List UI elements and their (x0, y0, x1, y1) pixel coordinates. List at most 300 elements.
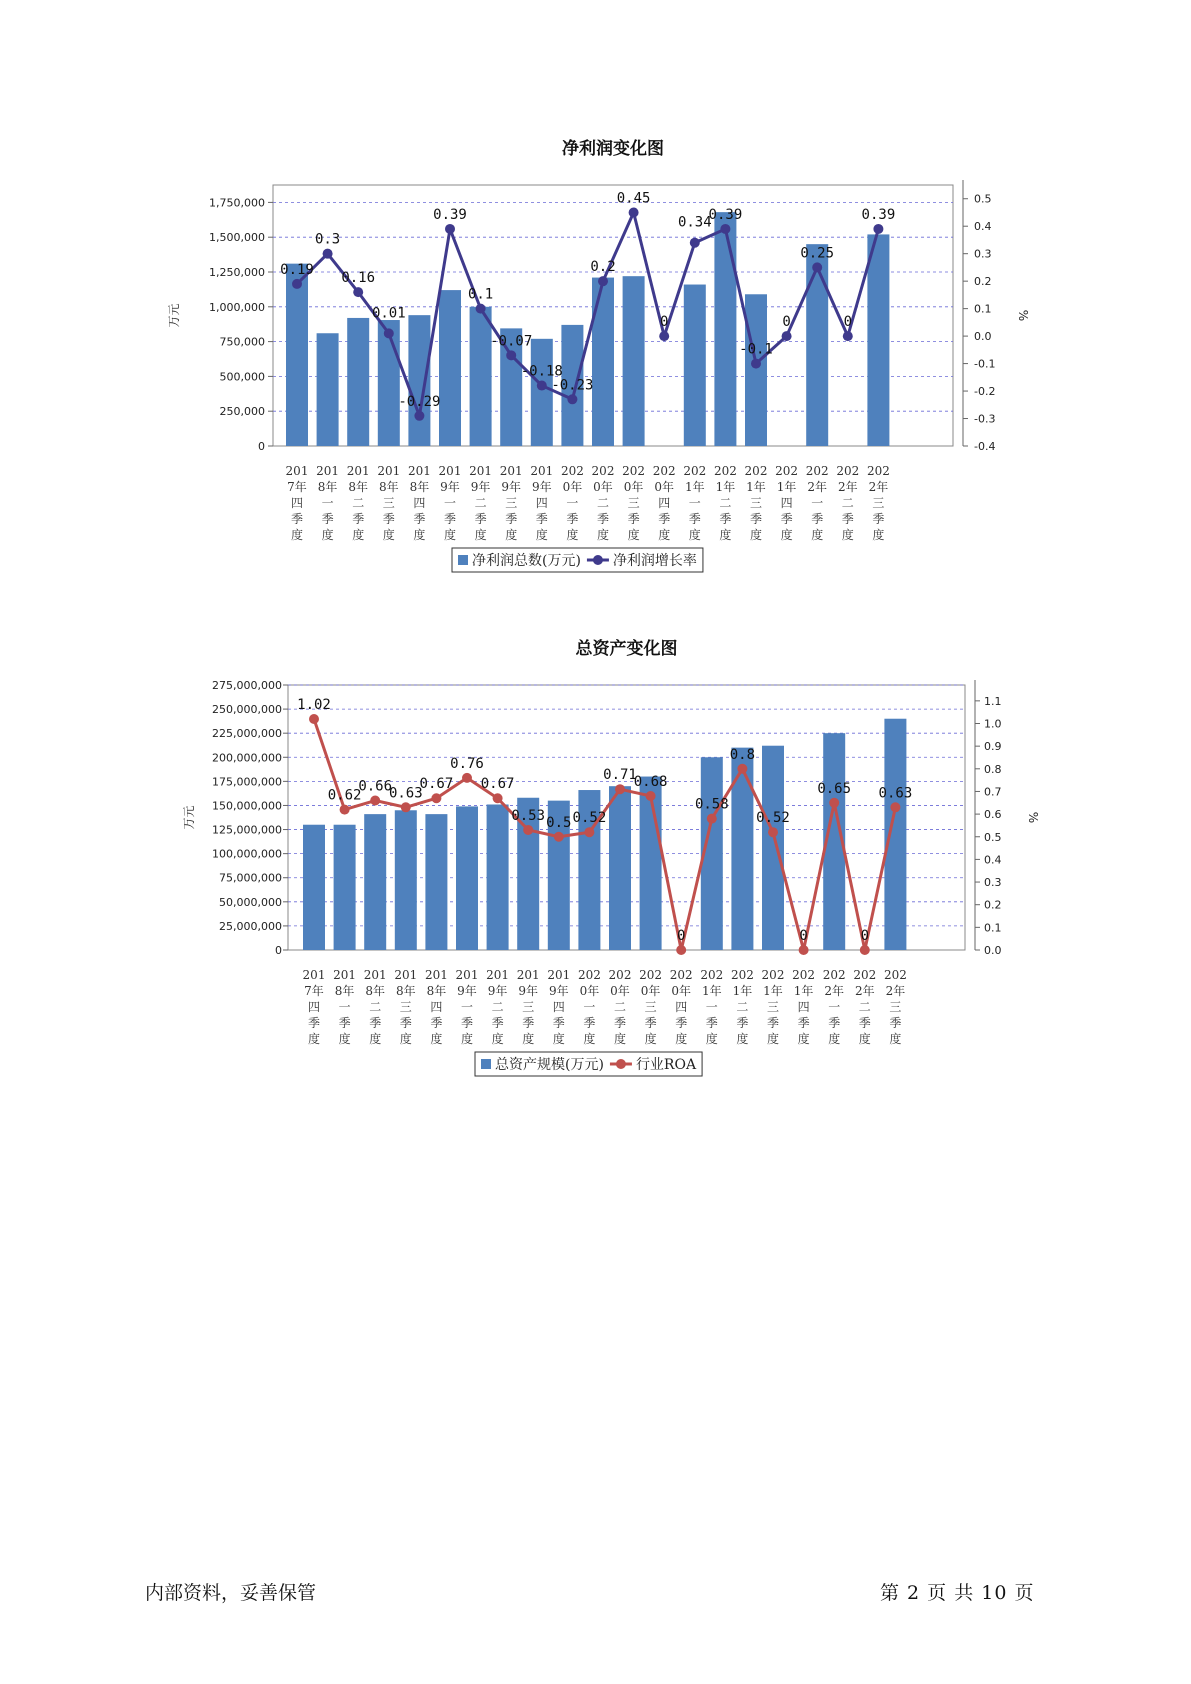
bar (729, 746, 756, 950)
legend-bar-swatch (458, 555, 468, 565)
category-label-part: 0年 (640, 984, 661, 998)
category-label-part: 202 (652, 464, 676, 478)
data-label: 0.25 (800, 245, 835, 262)
right-tick-label: 1.0 (984, 717, 1002, 731)
category-label-part: 2年 (824, 984, 845, 998)
category-label-part: 1年 (763, 984, 783, 998)
data-label: -0.23 (551, 377, 594, 394)
category-label-part: 202 (744, 464, 768, 478)
category-label-part: 一 (583, 1000, 596, 1014)
category-label-part: 度 (658, 528, 671, 542)
bar (395, 810, 417, 950)
category-label-part: 季 (872, 512, 885, 526)
category-label-part: 202 (775, 464, 799, 478)
category-label-part: 度 (736, 1032, 749, 1046)
line-point (676, 945, 686, 955)
category-label-part: 0年 (562, 480, 583, 494)
left-axis-label: 万元 (167, 303, 181, 328)
line-point (431, 793, 441, 803)
data-label: 0.71 (603, 767, 637, 784)
category-label-part: 季 (474, 512, 487, 526)
category-label-part: 度 (749, 528, 763, 542)
category-label-part: 202 (622, 464, 646, 478)
data-label: 0.62 (327, 787, 362, 804)
left-tick-label: 225,000,000 (212, 727, 282, 741)
category-label-part: 202 (822, 968, 846, 982)
category-label-part: 一 (828, 1000, 841, 1014)
category-label-part: 度 (413, 528, 426, 542)
category-label-part: 二 (369, 1000, 382, 1014)
category-label (700, 968, 723, 1046)
left-tick-label: 150,000,000 (212, 799, 282, 813)
bar (439, 290, 461, 446)
category-label-part: 度 (552, 1032, 565, 1046)
bar (806, 244, 828, 446)
line-point (598, 276, 608, 286)
category-label-part: 0年 (671, 984, 692, 998)
category-label-part: 二 (596, 496, 610, 510)
right-tick-label: -0.1 (974, 357, 996, 371)
data-label: 0.5 (546, 814, 572, 831)
category-label-part: 度 (811, 528, 824, 542)
data-label: 0.68 (633, 773, 668, 790)
line-point (843, 331, 853, 341)
category-label (333, 968, 356, 1046)
category-label-part: 1年 (684, 480, 705, 494)
line-point (829, 798, 839, 808)
data-label: 1.02 (297, 696, 331, 713)
category-label-part: 1年 (701, 984, 722, 998)
category-label (683, 464, 706, 542)
category-label-part: 三 (627, 496, 640, 510)
category-label-part: 三 (644, 1000, 657, 1014)
line-point (812, 262, 822, 272)
category-label-part: 2年 (885, 984, 906, 998)
category-label-part: 二 (613, 1000, 627, 1014)
category-label-part: 201 (394, 968, 418, 982)
data-label: 0.39 (433, 206, 467, 223)
category-label-part: 季 (766, 1016, 780, 1030)
data-label: -0.18 (520, 363, 563, 380)
right-tick-label: 0.2 (974, 275, 992, 289)
category-label (456, 968, 479, 1046)
line-point (340, 805, 350, 815)
category-label-part: 季 (780, 512, 793, 526)
category-label-part: 季 (369, 1016, 382, 1030)
category-label-part: 202 (669, 968, 693, 982)
category-label-part: 201 (486, 968, 510, 982)
category-label-part: 四 (307, 1000, 321, 1014)
category-label-part: 四 (413, 496, 426, 510)
category-label-part: 度 (338, 1032, 351, 1046)
category-label-part: 201 (333, 968, 357, 982)
bar (378, 320, 400, 446)
bar (745, 294, 767, 446)
category-label-part: 度 (290, 528, 304, 542)
data-label: 0 (860, 928, 870, 944)
bar (487, 804, 509, 950)
category-label-part: 季 (321, 512, 334, 526)
data-label: 0.19 (280, 261, 314, 278)
line-point (462, 773, 472, 783)
category-label (745, 464, 768, 542)
bar (684, 285, 706, 446)
category-label-part: 202 (683, 464, 707, 478)
category-label-part: 度 (596, 528, 610, 542)
right-axis-label: % (1016, 309, 1030, 322)
category-label (303, 968, 326, 1046)
category-label-part: 1年 (793, 984, 814, 998)
line-point (309, 714, 319, 724)
category-label-part: 0年 (654, 480, 675, 494)
category-label-part: 度 (841, 528, 854, 542)
line-point (384, 328, 394, 338)
right-tick-label: 0.0 (974, 330, 992, 344)
category-label-part: 8年 (426, 984, 447, 998)
category-label-part: 季 (307, 1016, 321, 1030)
category-label-part: 9年 (548, 984, 569, 998)
category-label (547, 968, 570, 1046)
category-label-part: 8年 (334, 984, 355, 998)
category-label-part: 一 (443, 496, 457, 510)
category-label-part: 季 (658, 512, 671, 526)
line-point (646, 791, 656, 801)
left-tick-label: 1,250,000 (209, 266, 265, 279)
category-label-part: 度 (352, 528, 365, 542)
data-label: 0 (843, 314, 853, 331)
category-label-part: 季 (841, 512, 854, 526)
left-tick-label: 75,000,000 (219, 871, 282, 885)
category-label (425, 968, 448, 1046)
line-point (414, 411, 424, 421)
category-label-part: 三 (872, 496, 885, 510)
left-tick-label: 1,000,000 (209, 300, 265, 314)
bar (623, 276, 645, 446)
category-label-part: 季 (352, 512, 365, 526)
line-point (782, 331, 792, 341)
category-label-part: 度 (872, 528, 885, 542)
category-label-part: 0年 (579, 984, 600, 998)
legend-line-label: 净利润增长率 (612, 553, 697, 569)
category-label-part: 1年 (715, 480, 736, 494)
category-label-part: 季 (736, 1016, 749, 1030)
category-label-part: 四 (658, 496, 671, 510)
category-label (364, 968, 387, 1046)
category-label (823, 968, 846, 1046)
bar (334, 825, 356, 950)
line-point (751, 359, 761, 369)
category-label-part: 1年 (732, 984, 753, 998)
category-label-part: 度 (460, 1032, 474, 1046)
line-point (523, 825, 533, 835)
line-point (690, 238, 700, 248)
category-label (714, 464, 737, 542)
category-label-part: 季 (535, 512, 548, 526)
data-label: 0.45 (616, 190, 651, 207)
chart-title: 总资产变化图 (575, 639, 678, 659)
category-label-part: 度 (828, 1032, 841, 1046)
category-label-part: 一 (811, 496, 824, 510)
legend-bar-swatch (481, 1059, 491, 1069)
category-label-part: 四 (290, 496, 304, 510)
line-point (323, 249, 333, 259)
right-tick-label: 1.1 (984, 694, 1002, 708)
category-label (762, 968, 785, 1046)
category-label-part: 三 (505, 496, 518, 510)
category-label-part: 二 (858, 1000, 871, 1014)
category-label-part: 一 (566, 496, 579, 510)
bar (456, 806, 478, 950)
left-tick-label: 1,500,000 (209, 231, 265, 245)
left-tick-label: 100,000,000 (212, 847, 282, 861)
bar (317, 333, 339, 446)
bar (714, 212, 736, 446)
category-label-part: 季 (399, 1016, 412, 1030)
category-label-part: 季 (627, 512, 640, 526)
legend (475, 1052, 702, 1076)
category-label-part: 201 (363, 968, 387, 982)
data-label: 0.16 (341, 270, 376, 287)
bar (364, 814, 386, 950)
data-label: 0.63 (878, 785, 913, 802)
data-label: 0.52 (756, 810, 790, 827)
category-label (578, 968, 601, 1046)
data-label: 0.3 (314, 231, 341, 248)
category-label-part: 季 (413, 512, 426, 526)
category-label-part: 201 (547, 968, 571, 982)
category-label-part: 9年 (501, 480, 522, 494)
category-label (622, 464, 645, 542)
data-label: 0.67 (419, 776, 454, 793)
left-tick-label: 175,000,000 (212, 775, 282, 789)
line-point (401, 802, 411, 812)
category-label-part: 四 (430, 1000, 443, 1014)
data-label: 0.67 (480, 776, 515, 793)
category-label-part: 201 (516, 968, 540, 982)
data-label: 0 (659, 314, 669, 331)
line-point (567, 394, 577, 404)
category-label-part: 三 (522, 1000, 535, 1014)
data-label: 0.52 (572, 810, 607, 827)
legend-bar-label: 净利润总数(万元) (472, 553, 581, 569)
right-tick-label: 0.8 (984, 762, 1002, 776)
category-label-part: 度 (688, 528, 701, 542)
category-label-part: 度 (719, 528, 732, 542)
category-label-part: 度 (443, 528, 457, 542)
legend-line-marker (593, 555, 603, 565)
left-tick-label: 125,000,000 (212, 823, 282, 837)
category-label-part: 三 (382, 496, 395, 510)
category-label-part: 度 (430, 1032, 443, 1046)
data-label: 0 (676, 928, 686, 944)
left-axis-label: 万元 (182, 805, 196, 830)
bar (425, 814, 447, 950)
category-label-part: 1年 (776, 480, 797, 494)
category-label-part: 2年 (837, 480, 858, 494)
category-label-part: 2年 (868, 480, 889, 494)
bar (592, 278, 614, 446)
data-label: 0.58 (694, 796, 729, 813)
left-tick-label: 750,000 (219, 335, 265, 349)
category-label (775, 464, 798, 542)
category-label-part: 季 (719, 512, 732, 526)
chart-title: 净利润变化图 (562, 139, 664, 159)
total-assets-chart (0, 630, 1191, 1100)
right-tick-label: -0.4 (974, 440, 996, 453)
bar (347, 318, 369, 446)
left-tick-label: 1,750,000 (209, 196, 265, 210)
category-label-part: 度 (766, 1032, 780, 1046)
line-point (554, 832, 564, 842)
category-label-part: 四 (535, 496, 548, 510)
left-tick-label: 25,000,000 (219, 919, 282, 933)
category-label (394, 968, 417, 1046)
category-label (592, 464, 615, 542)
line-point (493, 793, 503, 803)
legend-line-label: 行业ROA (635, 1057, 697, 1073)
left-tick-label: 500,000 (219, 370, 265, 384)
category-label-part: 度 (505, 528, 518, 542)
line-point (445, 224, 455, 234)
category-label-part: 201 (469, 464, 493, 478)
category-label-part: 一 (338, 1000, 351, 1014)
footer-confidential-note: 内部资料，妥善保管 (145, 1582, 317, 1604)
line-point (659, 331, 669, 341)
category-label-part: 季 (552, 1016, 565, 1030)
category-label (670, 968, 693, 1046)
category-label-part: 季 (460, 1016, 474, 1030)
right-tick-label: 0.9 (984, 740, 1002, 754)
category-label-part: 一 (321, 496, 334, 510)
category-label (836, 464, 859, 542)
left-tick-label: 50,000,000 (219, 895, 282, 909)
category-label-part: 季 (382, 512, 395, 526)
category-label (639, 968, 662, 1046)
bar (531, 339, 553, 446)
category-label (316, 464, 339, 542)
left-tick-label: 250,000,000 (212, 703, 282, 717)
category-label-part: 202 (792, 968, 816, 982)
category-label-part: 度 (705, 1032, 718, 1046)
category-label-part: 201 (530, 464, 554, 478)
category-label-part: 二 (352, 496, 365, 510)
category-label-part: 季 (811, 512, 824, 526)
category-label-part: 9年 (487, 984, 508, 998)
left-tick-label: 200,000,000 (212, 751, 282, 765)
category-label-part: 8年 (365, 984, 386, 998)
category-label-part: 度 (797, 1032, 810, 1046)
bar (884, 719, 906, 950)
line-point (537, 381, 547, 391)
category-label-part: 季 (644, 1016, 657, 1030)
category-label-part: 四 (675, 1000, 688, 1014)
bar (408, 315, 430, 446)
category-label-part: 202 (577, 968, 601, 982)
data-label: 0.01 (371, 305, 406, 322)
category-label-part: 202 (608, 968, 632, 982)
category-label-part: 202 (853, 968, 877, 982)
data-label: 0 (782, 314, 791, 331)
line-point (370, 796, 380, 806)
right-tick-label: -0.2 (974, 385, 996, 399)
category-label-part: 9年 (470, 480, 491, 494)
category-label-part: 9年 (440, 480, 460, 494)
category-label (347, 464, 370, 542)
category-label-part: 201 (346, 464, 370, 478)
category-label-part: 四 (797, 1000, 810, 1014)
category-label-part: 季 (828, 1016, 841, 1030)
category-label-part: 季 (688, 512, 701, 526)
category-label-part: 201 (499, 464, 523, 478)
category-label-part: 季 (613, 1016, 627, 1030)
category-label-part: 8年 (317, 480, 338, 494)
data-label: 0 (799, 928, 808, 944)
category-label-part: 202 (883, 968, 907, 982)
category-label-part: 202 (591, 464, 615, 478)
category-label-part: 度 (382, 528, 395, 542)
right-tick-label: 0.5 (984, 830, 1002, 844)
net-profit-chart (0, 130, 1191, 600)
category-label (377, 464, 400, 542)
category-label-part: 三 (889, 1000, 902, 1014)
category-label-part: 201 (407, 464, 431, 478)
category-label-part: 201 (302, 968, 326, 982)
category-label-part: 度 (627, 528, 640, 542)
category-label-part: 202 (866, 464, 890, 478)
category-label-part: 9年 (531, 480, 552, 494)
category-label-part: 度 (889, 1032, 902, 1046)
data-label: 0.53 (511, 807, 546, 824)
data-label: 0.34 (677, 214, 712, 231)
category-label-part: 二 (719, 496, 732, 510)
category-label-part: 202 (805, 464, 829, 478)
right-tick-label: 0.1 (984, 921, 1002, 935)
bar (286, 264, 308, 446)
category-label (439, 464, 462, 542)
category-label-part: 度 (369, 1032, 382, 1046)
category-label (469, 464, 492, 542)
right-axis-label: % (1026, 811, 1040, 824)
category-label (792, 968, 815, 1046)
category-label-part: 季 (749, 512, 763, 526)
category-label (731, 968, 754, 1046)
category-label-part: 季 (705, 1016, 718, 1030)
category-label (653, 464, 676, 542)
category-label-part: 度 (535, 528, 548, 542)
data-label: 0.2 (590, 259, 616, 276)
category-label-part: 度 (583, 1032, 596, 1046)
data-label: 0.1 (467, 286, 494, 303)
category-label-part: 8年 (409, 480, 430, 494)
category-label-part: 季 (522, 1016, 535, 1030)
category-label-part: 201 (285, 464, 309, 478)
category-label (286, 464, 309, 542)
category-label-part: 季 (505, 512, 518, 526)
legend-line-marker (616, 1059, 626, 1069)
category-label-part: 201 (438, 464, 462, 478)
category-label-part: 三 (766, 1000, 780, 1014)
category-label-part: 季 (566, 512, 579, 526)
data-label: 0.63 (388, 785, 423, 802)
category-label-part: 四 (780, 496, 793, 510)
data-label: 0.39 (861, 206, 896, 223)
category-label-part: 度 (644, 1032, 657, 1046)
right-tick-label: 0.4 (974, 220, 992, 234)
category-label-part: 度 (491, 1032, 504, 1046)
data-label: 0.8 (729, 746, 756, 763)
category-label-part: 三 (399, 1000, 412, 1014)
category-label-part: 9年 (457, 984, 477, 998)
